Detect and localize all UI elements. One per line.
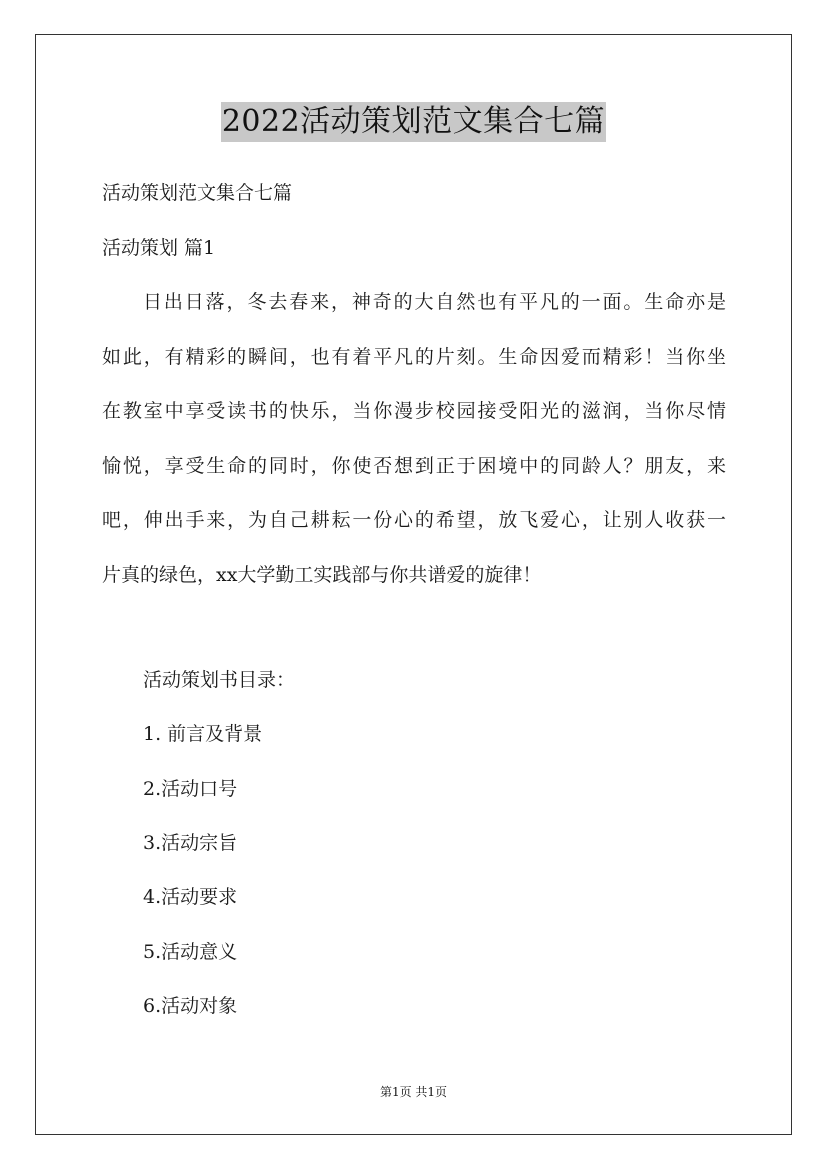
toc-item: 5.活动意义 [143,941,238,963]
page-footer: 第1页 共1页 [379,1085,448,1099]
document-title: 2022活动策划范文集合七篇 [221,102,606,142]
toc-item: 3.活动宗旨 [143,832,238,854]
toc-item: 2.活动口号 [143,778,238,800]
paragraph-line: 如此，有精彩的瞬间，也有着平凡的片刻。生命因爱而精彩！当你坐 [102,346,726,368]
section-heading: 活动策划 篇1 [102,237,216,259]
toc-item: 1. 前言及背景 [143,723,263,745]
paragraph-line: 在教室中享受读书的快乐，当你漫步校园接受阳光的滋润，当你尽情 [102,400,726,422]
title-container [0,102,827,142]
paragraph-line: 日出日落，冬去春来，神奇的大自然也有平凡的一面。生命亦是 [143,291,726,313]
toc-heading: 活动策划书目录： [143,669,296,691]
document-subtitle: 活动策划范文集合七篇 [102,182,293,204]
toc-item: 4.活动要求 [143,886,238,908]
toc-item: 6.活动对象 [143,995,238,1017]
paragraph-line: 片真的绿色，xx大学勤工实践部与你共谱爱的旋律！ [102,564,542,586]
paragraph-line: 吧，伸出手来，为自己耕耘一份心的希望，放飞爱心，让别人收获一 [102,509,726,531]
paragraph-line: 愉悦，享受生命的同时，你使否想到正于困境中的同龄人？朋友，来 [102,455,726,477]
